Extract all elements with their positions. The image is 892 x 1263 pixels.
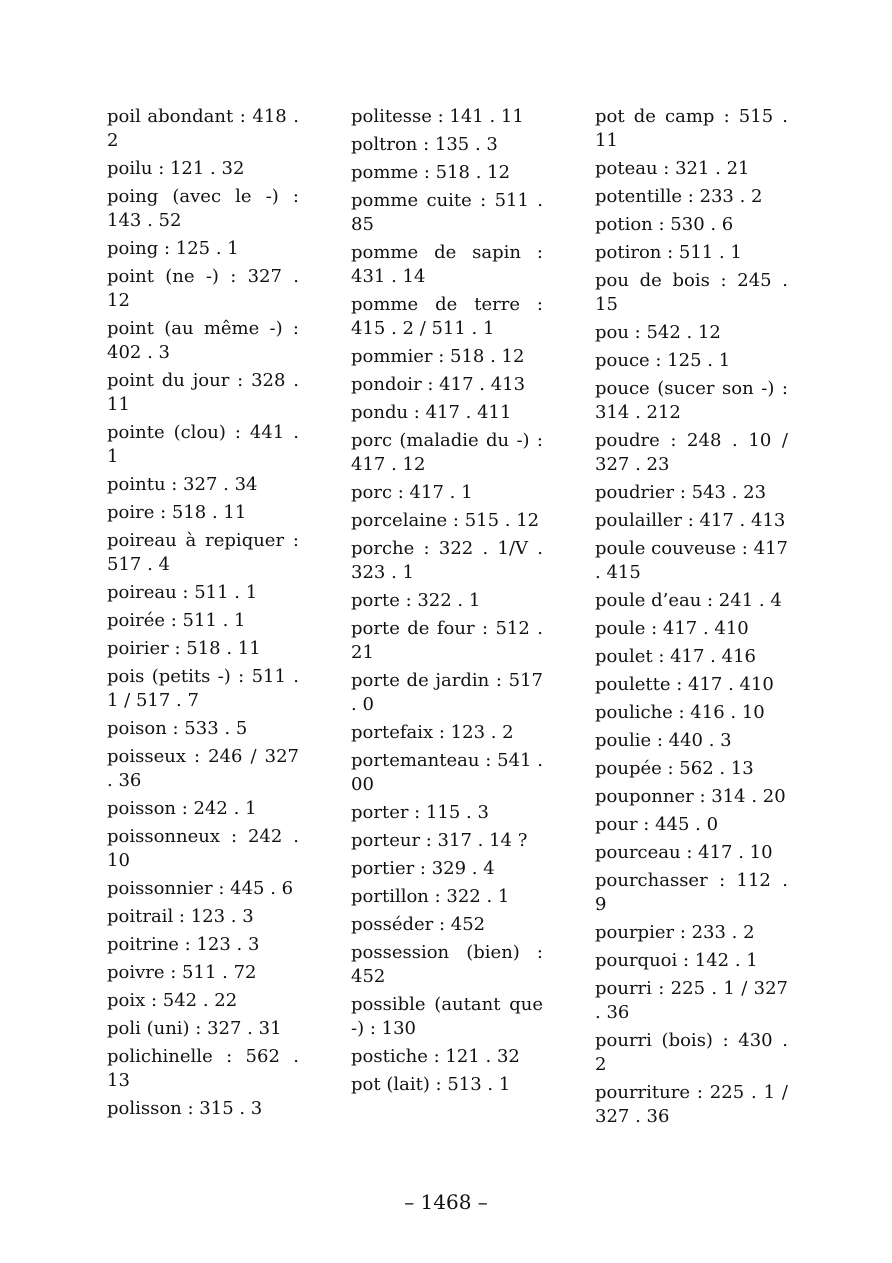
index-entry: poule : 417 . 410: [595, 618, 749, 639]
index-entry: poirier : 518 . 11: [107, 638, 261, 659]
index-entry: point (au même -) : 402 . 3: [107, 318, 299, 363]
index-entry: porte : 322 . 1: [351, 590, 481, 611]
page-number: – 1468 –: [404, 1190, 488, 1214]
index-entry: pou de bois : 245 . 15: [595, 270, 788, 315]
index-entry: poix : 542 . 22: [107, 990, 238, 1011]
index-entry: pomme de terre : 415 . 2 / 511 . 1: [351, 294, 543, 339]
index-entry: pomme de sapin : 431 . 14: [351, 242, 543, 287]
index-entry: portillon : 322 . 1: [351, 886, 510, 907]
index-entry: pointu : 327 . 34: [107, 474, 258, 495]
index-entry: politesse : 141 . 11: [351, 106, 524, 127]
index-entry: poteau : 321 . 21: [595, 158, 750, 179]
index-entry: pourri : 225 . 1 / 327 . 36: [595, 978, 788, 1023]
index-entry: pointe (clou) : 441 . 1: [107, 422, 299, 467]
index-entry: pourriture : 225 . 1 / 327 . 36: [595, 1082, 788, 1127]
index-entry: pourchasser : 112 . 9: [595, 870, 788, 915]
index-entry: possession (bien) : 452: [351, 942, 543, 987]
index-entry: pourpier : 233 . 2: [595, 922, 755, 943]
index-entry: posséder : 452: [351, 914, 486, 935]
index-entry: poulet : 417 . 416: [595, 646, 756, 667]
index-entry: potiron : 511 . 1: [595, 242, 742, 263]
index-entry: poudre : 248 . 10 / 327 . 23: [595, 430, 788, 475]
index-entry: pou : 542 . 12: [595, 322, 721, 343]
index-entry: poissonneux : 242 . 10: [107, 826, 299, 871]
index-entry: point du jour : 328 . 11: [107, 370, 299, 415]
index-entry: poirée : 511 . 1: [107, 610, 246, 631]
index-column-3: [595, 105, 788, 1133]
index-entry: pour : 445 . 0: [595, 814, 719, 835]
index-entry: pourceau : 417 . 10: [595, 842, 773, 863]
index-entry: portefaix : 123 . 2: [351, 722, 514, 743]
index-entry: poli (uni) : 327 . 31: [107, 1018, 282, 1039]
index-entry: porc : 417 . 1: [351, 482, 473, 503]
index-entry: pourri (bois) : 430 . 2: [595, 1030, 788, 1075]
index-entry: portemanteau : 541 . 00: [351, 750, 543, 795]
index-entry: porte de four : 512 . 21: [351, 618, 543, 663]
index-entry: pouce : 125 . 1: [595, 350, 731, 371]
index-entry: poulette : 417 . 410: [595, 674, 774, 695]
index-entry: poing (avec le -) : 143 . 52: [107, 186, 299, 231]
index-entry: postiche : 121 . 32: [351, 1046, 520, 1067]
index-entry: poudrier : 543 . 23: [595, 482, 767, 503]
index-entry: poulailler : 417 . 413: [595, 510, 786, 531]
index-entry: poireau : 511 . 1: [107, 582, 258, 603]
index-entry: pot (lait) : 513 . 1: [351, 1074, 511, 1095]
index-entry: poing : 125 . 1: [107, 238, 239, 259]
index-entry: porcelaine : 515 . 12: [351, 510, 540, 531]
index-entry: pot de camp : 515 . 11: [595, 106, 788, 151]
index-entry: pondoir : 417 . 413: [351, 374, 526, 395]
index-entry: point (ne -) : 327 . 12: [107, 266, 299, 311]
index-entry: pommier : 518 . 12: [351, 346, 525, 367]
index-entry: poitrail : 123 . 3: [107, 906, 254, 927]
index-entry: poupée : 562 . 13: [595, 758, 754, 779]
index-entry: poule couveuse : 417 . 415: [595, 538, 788, 583]
index-entry: poison : 533 . 5: [107, 718, 248, 739]
index-entry: poilu : 121 . 32: [107, 158, 245, 179]
index-entry: portier : 329 . 4: [351, 858, 495, 879]
index-columns: [107, 105, 792, 1165]
index-entry: poil abondant : 418 . 2: [107, 106, 299, 151]
index-entry: polichinelle : 562 . 13: [107, 1046, 299, 1091]
index-entry: pourquoi : 142 . 1: [595, 950, 758, 971]
index-entry: poitrine : 123 . 3: [107, 934, 260, 955]
index-entry: pouce (sucer son -) : 314 . 212: [595, 378, 788, 423]
index-entry: potentille : 233 . 2: [595, 186, 763, 207]
index-entry: poisseux : 246 / 327 . 36: [107, 746, 299, 791]
index-entry: poisson : 242 . 1: [107, 798, 257, 819]
index-entry: pomme : 518 . 12: [351, 162, 511, 183]
index-entry: poulie : 440 . 3: [595, 730, 732, 751]
index-entry: porche : 322 . 1/V . 323 . 1: [351, 538, 543, 583]
index-entry: poire : 518 . 11: [107, 502, 247, 523]
index-entry: pois (petits -) : 511 . 1 / 517 . 7: [107, 666, 299, 711]
index-column-2: [351, 105, 543, 1101]
index-entry: pomme cuite : 511 . 85: [351, 190, 543, 235]
index-entry: pouliche : 416 . 10: [595, 702, 765, 723]
index-entry: poivre : 511 . 72: [107, 962, 257, 983]
index-entry: polisson : 315 . 3: [107, 1098, 263, 1119]
index-entry: possible (autant que -) : 130: [351, 994, 543, 1039]
index-entry: potion : 530 . 6: [595, 214, 734, 235]
index-column-1: [107, 105, 299, 1125]
index-entry: porteur : 317 . 14 ?: [351, 830, 528, 851]
index-entry: poireau à repiquer : 517 . 4: [107, 530, 299, 575]
index-entry: poule d’eau : 241 . 4: [595, 590, 782, 611]
index-entry: poissonnier : 445 . 6: [107, 878, 294, 899]
index-entry: poltron : 135 . 3: [351, 134, 498, 155]
index-entry: porte de jardin : 517 . 0: [351, 670, 543, 715]
index-entry: pouponner : 314 . 20: [595, 786, 786, 807]
index-entry: porc (maladie du -) : 417 . 12: [351, 430, 543, 475]
index-entry: pondu : 417 . 411: [351, 402, 512, 423]
index-entry: porter : 115 . 3: [351, 802, 489, 823]
